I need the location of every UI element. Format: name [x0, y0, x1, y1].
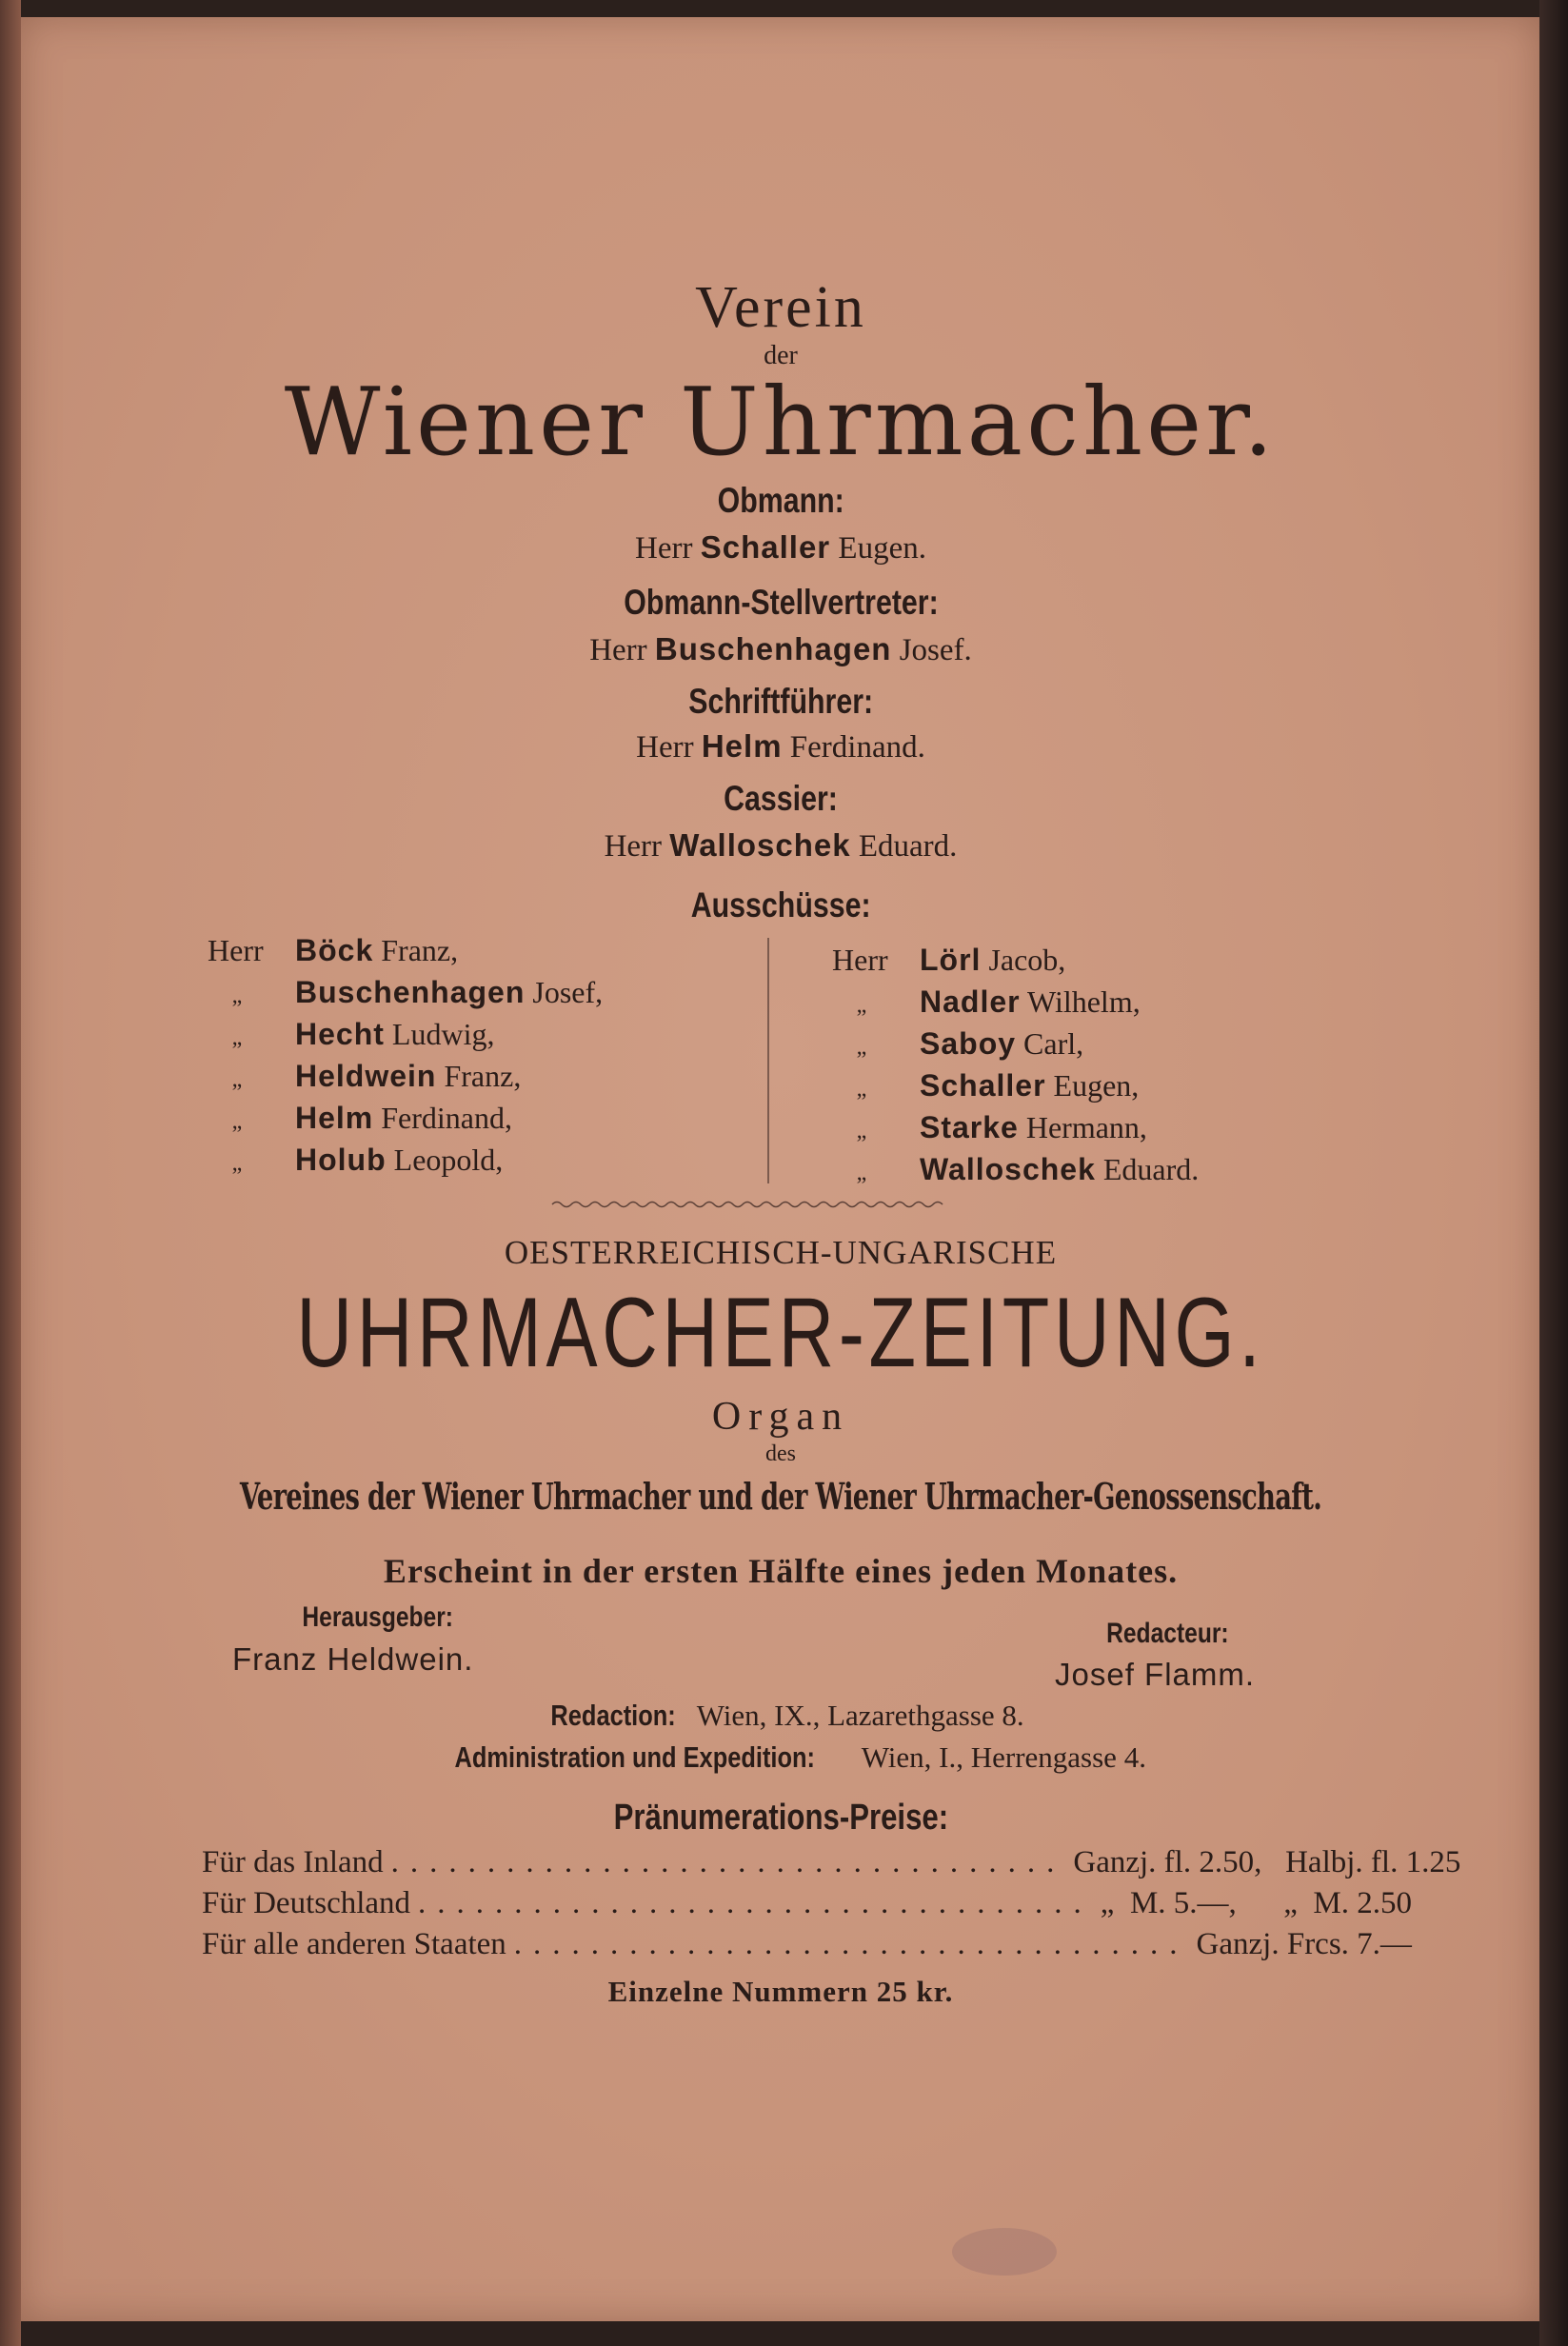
committee-member: „ Walloschek Eduard. [856, 1152, 1200, 1186]
committee-member: Herr Lörl Jacob, [832, 943, 1066, 977]
committee-member: „ Schaller Eugen, [856, 1068, 1140, 1103]
zeitung-des: des [765, 1441, 796, 1466]
prices-table [202, 1845, 1461, 1968]
price-row: Für Deutschland ................................... „ M. 5.—, „ M. 2.50 [202, 1886, 1413, 1920]
committee-member: „ Nadler Wilhelm, [856, 984, 1141, 1019]
committee-left-column [208, 933, 603, 1184]
zeitung-title: UHRMACHER-ZEITUNG. [296, 1278, 1265, 1388]
committee-member: „ Heldwein Franz, [231, 1059, 522, 1093]
publisher-name: Franz Heldwein. [232, 1641, 474, 1677]
committee-member: Herr Böck Franz, [208, 933, 459, 967]
role-cassier: Cassier: [724, 779, 838, 818]
leader-dots: ................................... [390, 1845, 1066, 1879]
redaction-line: Redaction: Wien, IX., Lazarethgasse 8. [550, 1699, 1024, 1732]
committee-member: „ Saboy Carl, [856, 1026, 1084, 1061]
committee-member: „ Buschenhagen Josef, [231, 975, 604, 1009]
officer-cassier: Herr Walloschek Eduard. [604, 827, 958, 864]
page-edge-top [0, 0, 1568, 17]
prices-heading: Pränumerations-Preise: [613, 1798, 948, 1838]
committee-member: „ Helm Ferdinand, [231, 1101, 512, 1135]
price-row: Für alle anderen Staaten ................................... Ganzj. Frcs. 7.— [202, 1927, 1412, 1961]
price-row: Für das Inland ................................... Ganzj. fl. 2.50, Halbj. fl. 1.25 [202, 1845, 1461, 1879]
title-der: der [764, 341, 798, 370]
wavy-rule [552, 1198, 943, 1211]
officer-schriftfuehrer: Herr Helm Ferdinand. [636, 728, 925, 765]
committee-right-column [832, 943, 1199, 1194]
officer-stellvertreter: Herr Buschenhagen Josef. [589, 631, 972, 667]
zeitung-frequency: Erscheint in der ersten Hälfte eines jeden Monates. [383, 1552, 1179, 1590]
single-issue-price: Einzelne Nummern 25 kr. [607, 1975, 954, 2008]
administration-line: Administration und Expedition: Wien, I., Herrengasse 4. [454, 1740, 1146, 1774]
officer-obmann: Herr Schaller Eugen. [635, 529, 926, 566]
paper-stain [952, 2228, 1057, 2276]
committee-heading: Ausschüsse: [690, 885, 871, 924]
editor-label: Redacteur: [1106, 1618, 1229, 1649]
leader-dots: ................................... [513, 1927, 1189, 1961]
publisher-label: Herausgeber: [302, 1601, 453, 1633]
committee-member: „ Hecht Ludwig, [231, 1017, 495, 1051]
role-obmann: Obmann: [717, 481, 844, 520]
zeitung-supertitle: OESTERREICHISCH-UNGARISCHE [504, 1234, 1058, 1271]
role-stellvertreter: Obmann-Stellvertreter: [623, 583, 939, 622]
column-divider [767, 938, 769, 1183]
committee-member: „ Starke Hermann, [856, 1110, 1147, 1144]
committee-member: „ Holub Leopold, [231, 1143, 504, 1177]
title-wiener-uhrmacher: Wiener Uhrmacher. [284, 368, 1278, 477]
zeitung-organ-of: Vereines der Wiener Uhrmacher und der Wiener Uhrmacher-Genossenschaft. [239, 1475, 1322, 1518]
title-verein: Verein [695, 275, 866, 340]
editor-name: Josef Flamm. [1055, 1657, 1256, 1692]
zeitung-organ: Organ [711, 1395, 850, 1439]
role-schriftfuehrer: Schriftführer: [688, 682, 873, 721]
leader-dots: ................................... [418, 1886, 1093, 1920]
